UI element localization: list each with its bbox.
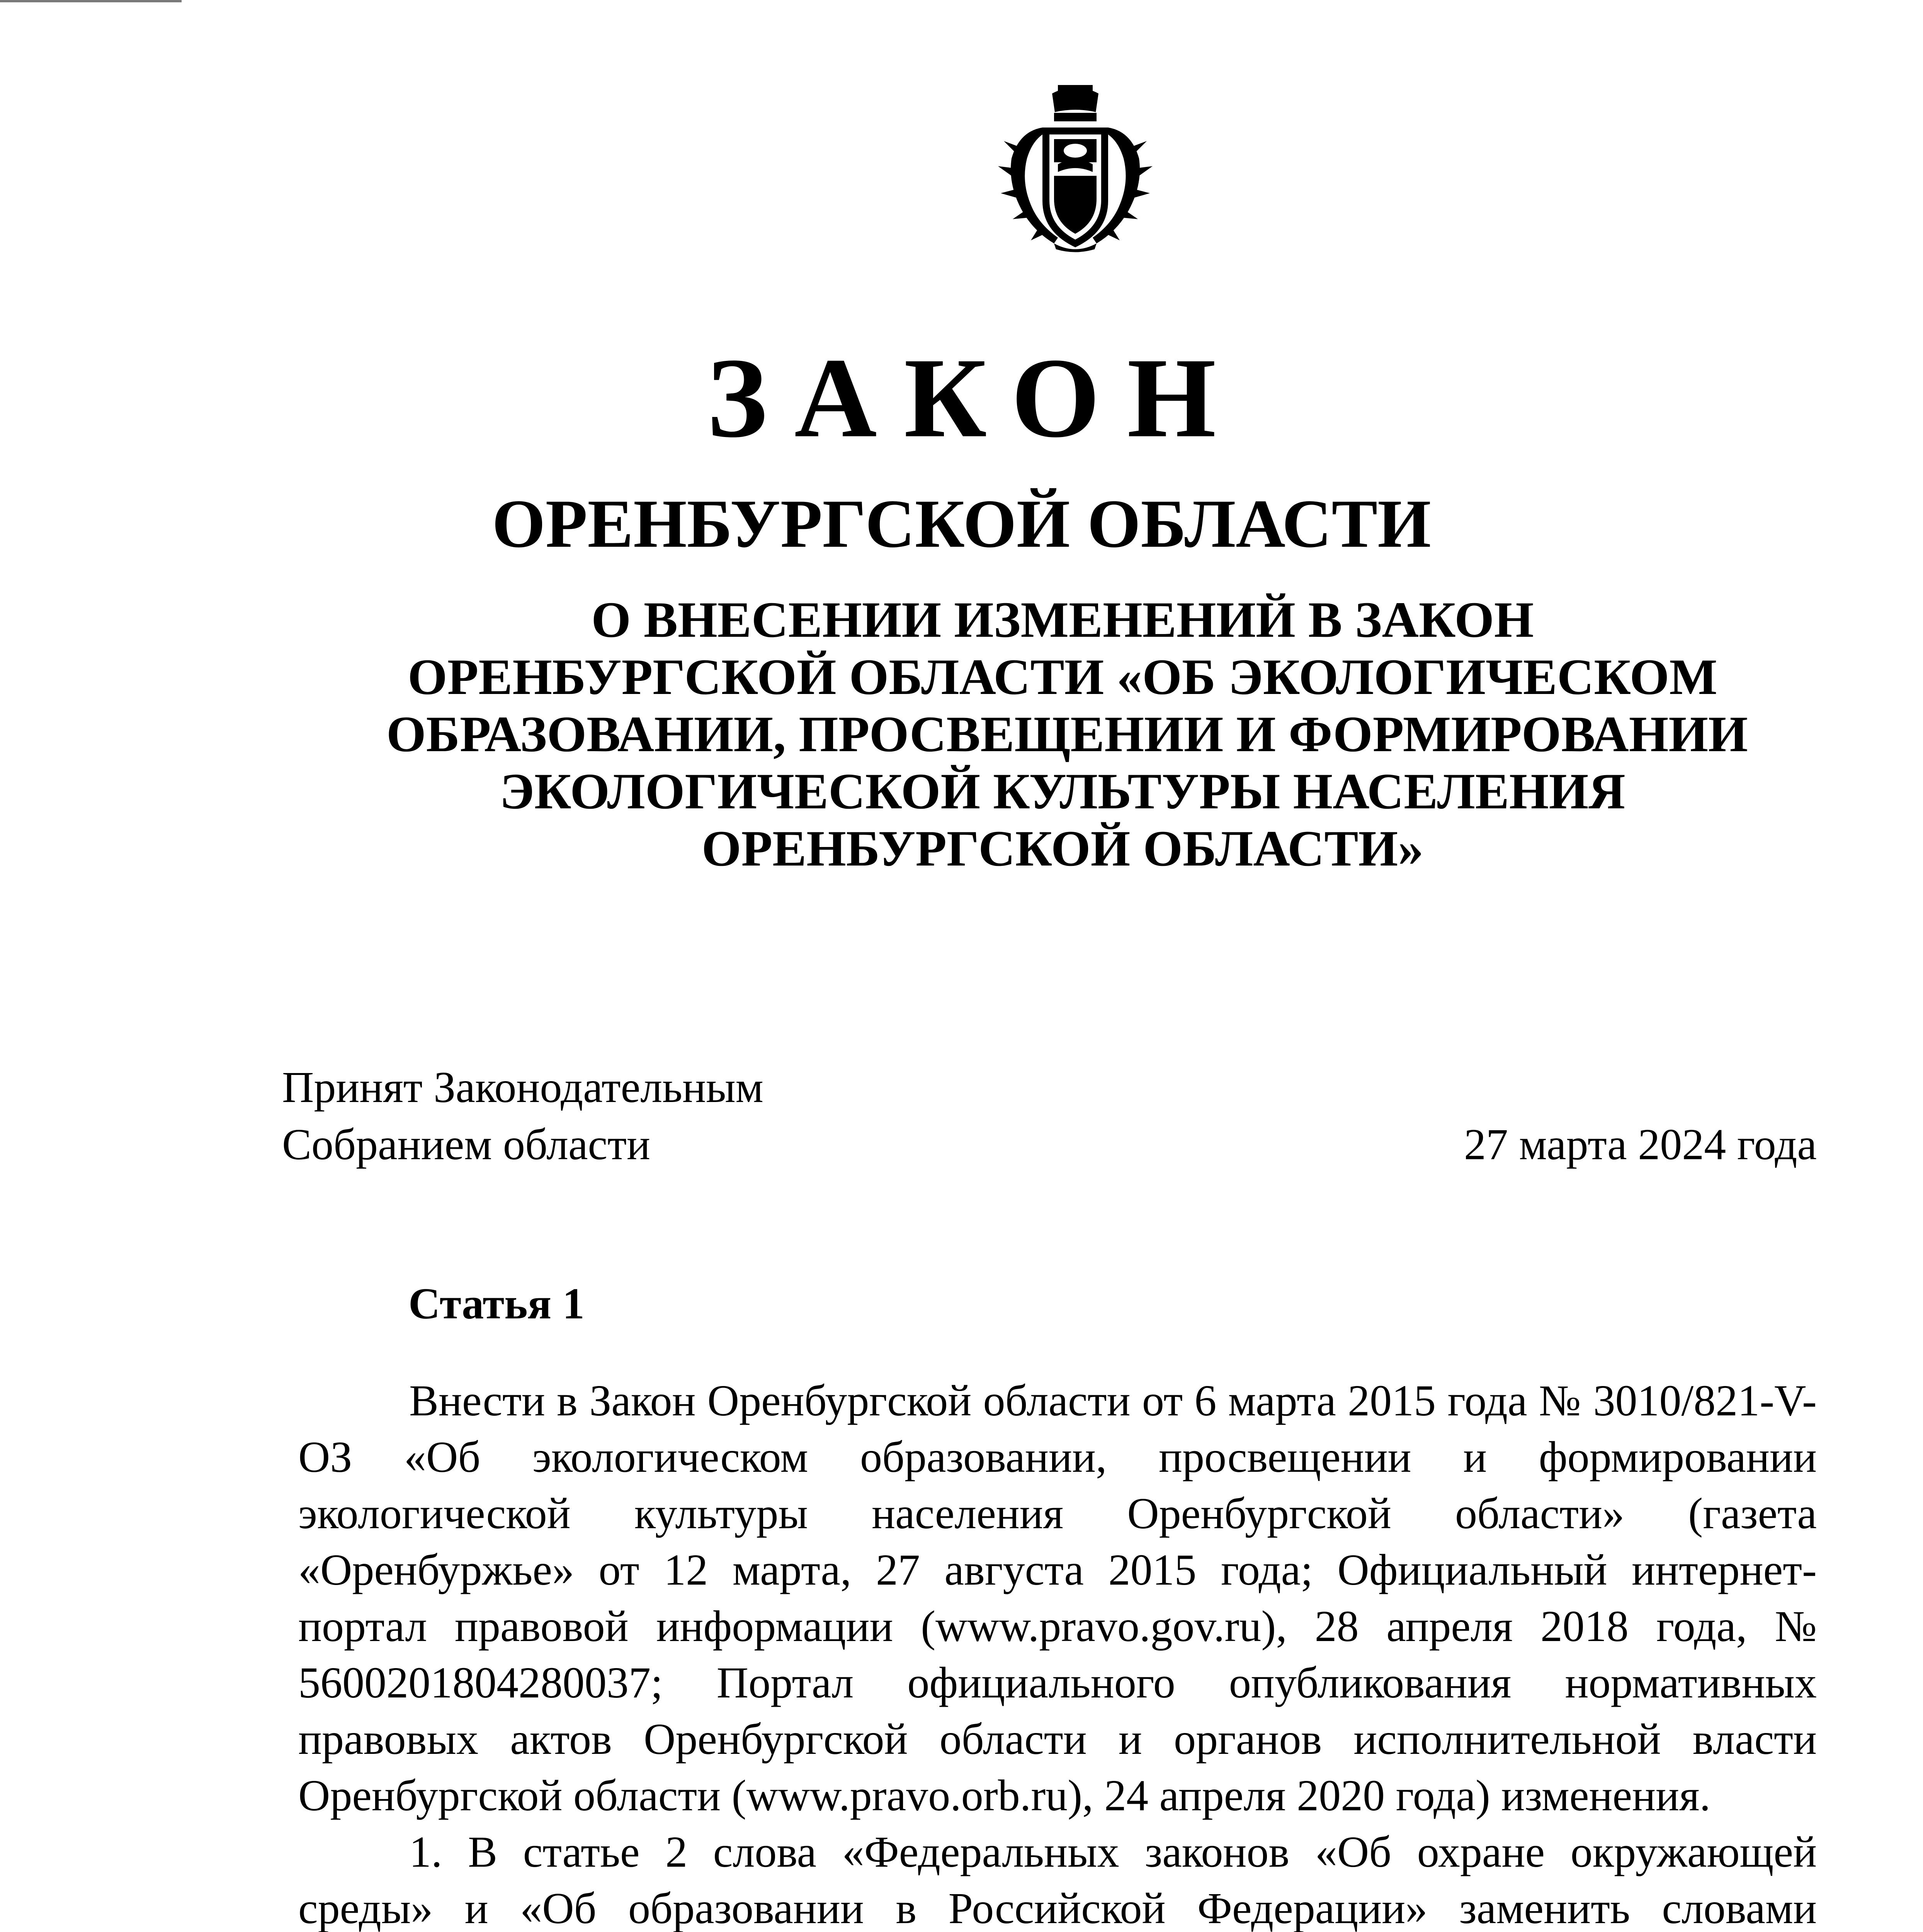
adoption-line-1: Принят Законодательным (282, 1063, 763, 1112)
subject-line: ЭКОЛОГИЧЕСКОЙ КУЛЬТУРЫ НАСЕЛЕНИЯ (500, 763, 1625, 820)
subject-line: ОРЕНБУРГСКОЙ ОБЛАСТИ «ОБ ЭКОЛОГИЧЕСКОМ (408, 648, 1717, 705)
scan-edge-mark (0, 0, 182, 2)
subject-line: ОБРАЗОВАНИИ, ПРОСВЕЩЕНИИ И ФОРМИРОВАНИИ (386, 706, 1748, 762)
document-title: ЗАКОН (707, 335, 1243, 461)
article-paragraph: 1. В статье 2 слова «Федеральных законов «Об охране окружающей среды» и «Об образовании в Российской Федерации» заменить словами (298, 1827, 1817, 1932)
article-heading: Статья 1 (408, 1279, 585, 1328)
subject-line: О ВНЕСЕНИИ ИЗМЕНЕНИЙ В ЗАКОН (591, 591, 1534, 648)
adoption-date: 27 марта 2024 года (1464, 1120, 1817, 1169)
subject-line: ОРЕНБУРГСКОЙ ОБЛАСТИ» (701, 820, 1424, 877)
document-subject (386, 591, 1748, 877)
document-region: ОРЕНБУРГСКОЙ ОБЛАСТИ (492, 485, 1431, 562)
adoption-line-2: Собранием области (282, 1120, 650, 1169)
article-paragraph: Внести в Закон Оренбургской области от 6 марта 2015 года № 3010/821-V-ОЗ «Об экологическом образовании, просвещении и формировании экологической культуры населения Оренбургской области» (газета «Оренбуржье» от 12 марта, 27 августа 2015 года; Официальный интернет-портал правовой информации (www.pravo.gov.ru), 28 апреля 2018 года, № 5600201804280037; Портал официального опубликования нормативных правовых актов Оренбургской области и органов исполнительной власти Оренбургской области (www.pravo.orb.ru), 24 апреля 2020 года) изменения. (298, 1376, 1817, 1820)
adoption-statement (282, 1059, 763, 1173)
coat-of-arms-icon (996, 85, 1154, 255)
article-body (298, 1372, 1817, 1932)
